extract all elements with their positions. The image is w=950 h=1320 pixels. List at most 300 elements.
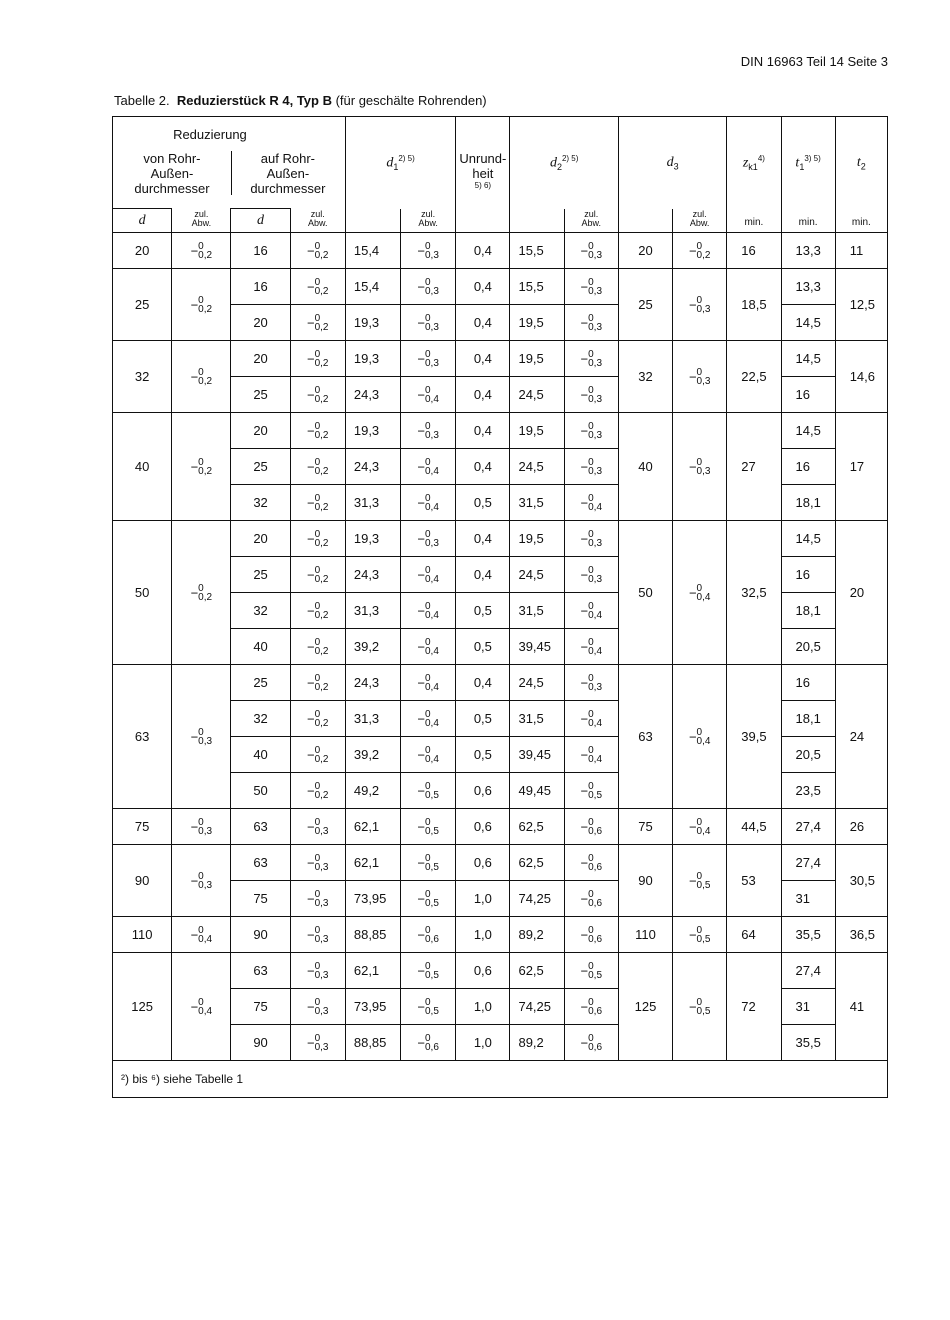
- tolerance: [307, 926, 329, 944]
- d2-tol-cell: [564, 341, 618, 377]
- d1-tol-cell: [401, 629, 456, 665]
- d2-cell: 19,5: [510, 305, 564, 341]
- minus-sign: −: [307, 1035, 315, 1050]
- tolerance-lower: 0,5: [588, 969, 603, 981]
- tolerance-upper: 0: [314, 564, 321, 576]
- tolerance-lower: 0,5: [425, 1005, 439, 1017]
- t1-cell: 16: [781, 665, 835, 701]
- tolerance-stack: [425, 818, 439, 836]
- unrundheit-cell: 0,4: [456, 305, 510, 341]
- tolerance: [689, 728, 711, 746]
- d2-tol-cell: [564, 593, 618, 629]
- tolerance-upper: 0: [314, 816, 321, 828]
- tolerance-upper: 0: [696, 816, 703, 828]
- reduzierung-group: [113, 117, 346, 209]
- minus-sign: −: [417, 639, 425, 654]
- tolerance-lower: 0,2: [314, 753, 329, 765]
- d2-tol-cell: [564, 377, 618, 413]
- tolerance-stack: [315, 422, 329, 440]
- auf-tol-cell: [290, 953, 345, 989]
- zk1-cell: 32,5: [727, 521, 781, 665]
- tolerance-upper: 0: [198, 582, 204, 594]
- tolerance-lower: 0,4: [198, 933, 213, 945]
- tolerance-stack: [198, 242, 212, 260]
- minus-sign: −: [688, 873, 697, 888]
- tolerance-lower: 0,4: [425, 681, 439, 693]
- minus-sign: −: [307, 495, 315, 510]
- minus-sign: −: [190, 819, 199, 834]
- d1-tol-cell: [401, 233, 456, 269]
- tolerance: [191, 296, 213, 314]
- tolerance-upper: 0: [314, 780, 321, 792]
- tolerance: [581, 278, 603, 296]
- d3-tol-cell: [673, 521, 727, 665]
- auf-tol-cell: [290, 341, 345, 377]
- d3-cell: 50: [618, 521, 672, 665]
- tolerance: [581, 422, 603, 440]
- d2-cell: 24,5: [510, 449, 564, 485]
- minus-sign: −: [417, 459, 425, 474]
- d3-tol-cell: [673, 665, 727, 809]
- tolerance-stack: [425, 566, 439, 584]
- table-row: [113, 413, 888, 449]
- minus-sign: −: [688, 729, 697, 744]
- tolerance: [417, 566, 439, 584]
- auf-tol-cell: [290, 413, 345, 449]
- d2-tol-cell: [564, 1025, 618, 1061]
- d2-sub: 2: [556, 161, 562, 172]
- tolerance: [191, 368, 213, 386]
- tolerance: [307, 278, 329, 296]
- tolerance-lower: 0,3: [588, 465, 603, 477]
- unrundheit-cell: 0,6: [456, 809, 510, 845]
- minus-sign: −: [688, 819, 697, 834]
- tolerance-lower: 0,4: [425, 645, 439, 657]
- d2-cell: 31,5: [510, 485, 564, 521]
- minus-sign: −: [417, 351, 425, 366]
- tolerance: [581, 962, 603, 980]
- tolerance-stack: [697, 926, 711, 944]
- tolerance-lower: 0,4: [425, 609, 439, 621]
- minus-sign: −: [580, 495, 589, 510]
- tolerance-stack: [588, 602, 602, 620]
- tolerance: [581, 530, 603, 548]
- d1-tol-cell: [401, 737, 456, 773]
- von-tol-cell: [172, 413, 231, 521]
- t1-cell: 18,1: [781, 593, 835, 629]
- tolerance: [417, 386, 439, 404]
- tolerance-lower: 0,3: [314, 1005, 329, 1017]
- tolerance-lower: 0,6: [588, 897, 603, 909]
- unrundheit-header: [456, 117, 510, 209]
- tolerance-upper: 0: [696, 870, 703, 882]
- tolerance-stack: [315, 818, 329, 836]
- minus-sign: −: [580, 639, 589, 654]
- tolerance-lower: 0,3: [314, 861, 329, 873]
- tolerance-upper: 0: [198, 924, 204, 936]
- auf-d-cell: 63: [231, 953, 290, 989]
- tolerance-lower: 0,2: [198, 249, 213, 261]
- d1-tol-cell: [401, 341, 456, 377]
- tolerance-upper: 0: [588, 744, 594, 756]
- tolerance-stack: [198, 818, 212, 836]
- minus-sign: −: [580, 567, 589, 582]
- tolerance-lower: 0,5: [696, 879, 711, 891]
- tolerance-lower: 0,4: [696, 735, 711, 747]
- tolerance-upper: 0: [588, 384, 594, 396]
- d1-cell: 39,2: [345, 629, 400, 665]
- tolerance: [417, 674, 439, 692]
- von-tol-cell: [172, 521, 231, 665]
- d1-cell: 15,4: [345, 269, 400, 305]
- von-d-cell: 20: [113, 233, 172, 269]
- tolerance-stack: [315, 674, 329, 692]
- zk1-sub: k1: [748, 161, 758, 172]
- d1-tol-cell: [401, 593, 456, 629]
- tolerance-lower: 0,3: [696, 375, 711, 387]
- tolerance-upper: 0: [696, 726, 703, 738]
- tolerance-lower: 0,2: [314, 321, 329, 333]
- minus-sign: −: [580, 279, 589, 294]
- tolerance: [417, 242, 439, 260]
- tolerance-upper: 0: [588, 780, 594, 792]
- tolerance-upper: 0: [425, 528, 431, 540]
- tolerance-upper: 0: [314, 384, 321, 396]
- tolerance: [689, 458, 711, 476]
- tolerance-lower: 0,6: [588, 861, 603, 873]
- tolerance-stack: [425, 386, 439, 404]
- minus-sign: −: [307, 927, 315, 942]
- tolerance-upper: 0: [198, 456, 204, 468]
- von-tol-cell: [172, 233, 231, 269]
- tolerance-lower: 0,2: [314, 465, 329, 477]
- tolerance-upper: 0: [425, 780, 431, 792]
- minus-sign: −: [580, 351, 589, 366]
- d2-cell: 89,2: [510, 917, 564, 953]
- tolerance: [417, 350, 439, 368]
- minus-sign: −: [580, 243, 589, 258]
- von-d-cell: 125: [113, 953, 172, 1061]
- minus-sign: −: [417, 783, 425, 798]
- tolerance: [581, 638, 603, 656]
- tolerance: [689, 998, 711, 1016]
- t1-cell: 20,5: [781, 629, 835, 665]
- tolerance-upper: 0: [588, 888, 594, 900]
- tolerance: [307, 386, 329, 404]
- tolerance-stack: [425, 422, 439, 440]
- tolerance-stack: [425, 278, 439, 296]
- table-row: [113, 269, 888, 305]
- tolerance-upper: 0: [425, 564, 431, 576]
- minus-sign: −: [307, 999, 315, 1014]
- minus-sign: −: [688, 459, 697, 474]
- tolerance: [307, 422, 329, 440]
- d1-tol-cell: [401, 665, 456, 701]
- tolerance: [307, 242, 329, 260]
- tolerance-lower: 0,3: [198, 735, 213, 747]
- unrundheit-cell: 1,0: [456, 989, 510, 1025]
- auf-tol-cell: [290, 773, 345, 809]
- tolerance-upper: 0: [588, 348, 594, 360]
- tolerance: [689, 296, 711, 314]
- d2-cell: 19,5: [510, 341, 564, 377]
- tolerance-lower: 0,2: [314, 681, 329, 693]
- unrundheit-cell: 0,6: [456, 845, 510, 881]
- d3-tol-cell: [673, 953, 727, 1061]
- minus-sign: −: [307, 387, 315, 402]
- d1-cell: 24,3: [345, 557, 400, 593]
- t1-cell: 31: [781, 989, 835, 1025]
- zk1-symbol: z: [742, 155, 749, 171]
- tolerance-lower: 0,4: [588, 645, 603, 657]
- d1-tol-cell: [401, 917, 456, 953]
- t2-cell: 14,6: [835, 341, 887, 413]
- minus-sign: −: [417, 675, 425, 690]
- tolerance-stack: [315, 314, 329, 332]
- d2-tol-cell: [564, 413, 618, 449]
- tolerance-stack: [425, 962, 439, 980]
- tolerance-upper: 0: [314, 744, 321, 756]
- unrundheit-cell: 0,5: [456, 629, 510, 665]
- tolerance: [417, 278, 439, 296]
- tolerance: [417, 926, 439, 944]
- d1-tol-cell: [401, 557, 456, 593]
- tolerance-lower: 0,2: [314, 501, 329, 513]
- minus-sign: −: [307, 315, 315, 330]
- tolerance-stack: [315, 998, 329, 1016]
- zk1-sup: 4): [757, 153, 765, 163]
- d2-cell: 39,45: [510, 629, 564, 665]
- t1-cell: 35,5: [781, 917, 835, 953]
- minus-sign: −: [580, 531, 589, 546]
- tolerance-lower: 0,4: [588, 717, 603, 729]
- min-t2: min.: [851, 217, 871, 228]
- von-tol-cell: [172, 341, 231, 413]
- table-row: [113, 917, 888, 953]
- tolerance-lower: 0,3: [588, 573, 603, 585]
- tolerance-stack: [588, 386, 602, 404]
- tolerance-stack: [697, 818, 711, 836]
- tolerance-stack: [588, 566, 602, 584]
- tolerance-upper: 0: [425, 852, 431, 864]
- t2-header: [835, 117, 887, 209]
- d1-tol-cell: [401, 413, 456, 449]
- tolerance-stack: [425, 890, 439, 908]
- t2-cell: 11: [835, 233, 887, 269]
- d2-cell: 39,45: [510, 737, 564, 773]
- tolerance-stack: [588, 458, 602, 476]
- tolerance-upper: 0: [425, 456, 431, 468]
- tolerance-stack: [198, 728, 212, 746]
- tolerance: [191, 584, 213, 602]
- tolerance-lower: 0,2: [314, 393, 329, 405]
- t2-cell: 24: [835, 665, 887, 809]
- d2-tol-cell: [564, 953, 618, 989]
- d2-cell: 19,5: [510, 521, 564, 557]
- tolerance-stack: [315, 602, 329, 620]
- minus-sign: −: [307, 855, 315, 870]
- tolerance-lower: 0,5: [425, 897, 439, 909]
- t1-cell: 23,5: [781, 773, 835, 809]
- von-tol-cell: [172, 917, 231, 953]
- tolerance: [307, 890, 329, 908]
- d1-tol-cell: [401, 521, 456, 557]
- tolerance-stack: [588, 854, 602, 872]
- d1-header: [345, 117, 455, 209]
- auf-tol-cell: [290, 449, 345, 485]
- minus-sign: −: [190, 369, 199, 384]
- d2-cell: 49,45: [510, 773, 564, 809]
- d2-header: [510, 117, 618, 209]
- tolerance-upper: 0: [314, 276, 321, 288]
- d2-tol-cell: [564, 305, 618, 341]
- t1-symbol: t: [795, 155, 800, 171]
- minus-sign: −: [307, 351, 315, 366]
- tolerance-upper: 0: [314, 1032, 321, 1044]
- tolerance: [417, 890, 439, 908]
- minus-sign: −: [688, 243, 697, 258]
- minus-sign: −: [417, 567, 425, 582]
- tolerance-lower: 0,3: [588, 393, 603, 405]
- tolerance-lower: 0,2: [314, 537, 329, 549]
- d2-tol-cell: [564, 557, 618, 593]
- tolerance: [581, 566, 603, 584]
- tolerance-stack: [315, 638, 329, 656]
- tolerance-stack: [588, 710, 602, 728]
- unrundheit-cell: 0,5: [456, 701, 510, 737]
- tolerance: [417, 602, 439, 620]
- tolerance-lower: 0,2: [696, 249, 711, 261]
- von-d-cell: 75: [113, 809, 172, 845]
- tolerance: [307, 1034, 329, 1052]
- von-tol-cell: [172, 269, 231, 341]
- reduzierung-header: Reduzierung: [173, 127, 247, 142]
- min-zk1: min.: [744, 217, 764, 228]
- tolerance: [307, 818, 329, 836]
- tolerance-upper: 0: [314, 960, 321, 972]
- minus-sign: −: [580, 855, 589, 870]
- auf-d-cell: 75: [231, 881, 290, 917]
- d1-tol-cell: [401, 485, 456, 521]
- auf-tol-cell: [290, 305, 345, 341]
- auf-d-cell: 75: [231, 989, 290, 1025]
- tolerance-upper: 0: [588, 960, 594, 972]
- tolerance-upper: 0: [425, 816, 431, 828]
- t1-header: [781, 117, 835, 209]
- tolerance-stack: [315, 782, 329, 800]
- minus-sign: −: [580, 819, 589, 834]
- auf-tol-cell: [290, 665, 345, 701]
- tolerance-stack: [315, 926, 329, 944]
- unrundheit-cell: 0,6: [456, 953, 510, 989]
- tolerance: [581, 1034, 603, 1052]
- tolerance-stack: [315, 458, 329, 476]
- auf-tol-cell: [290, 917, 345, 953]
- tolerance-upper: 0: [314, 708, 321, 720]
- unrundheit-cell: 0,4: [456, 413, 510, 449]
- d2-tol-cell: [564, 449, 618, 485]
- auf-tol-cell: [290, 809, 345, 845]
- tolerance-upper: 0: [425, 888, 431, 900]
- t1-cell: 16: [781, 557, 835, 593]
- tolerance-stack: [315, 962, 329, 980]
- minus-sign: −: [417, 747, 425, 762]
- von-tol-cell: [172, 809, 231, 845]
- tolerance: [581, 998, 603, 1016]
- unrundheit-label: Unrund- heit: [459, 151, 507, 181]
- minus-sign: −: [688, 297, 697, 312]
- tolerance: [307, 854, 329, 872]
- d3-header: [618, 117, 726, 209]
- tolerance-upper: 0: [588, 276, 594, 288]
- von-tol-cell: [172, 845, 231, 917]
- minus-sign: −: [580, 747, 589, 762]
- caption-title: Reduzierstück R 4, Typ B: [176, 93, 332, 108]
- tolerance-stack: [588, 782, 602, 800]
- minus-sign: −: [688, 999, 697, 1014]
- tolerance-upper: 0: [425, 672, 431, 684]
- d3-cell: 63: [618, 665, 672, 809]
- tolerance: [307, 566, 329, 584]
- tolerance-upper: 0: [314, 636, 321, 648]
- subheader-row: [113, 209, 888, 233]
- minus-sign: −: [417, 279, 425, 294]
- tolerance-lower: 0,4: [696, 825, 711, 837]
- minus-sign: −: [307, 423, 315, 438]
- d2-tol-cell: [564, 737, 618, 773]
- tolerance-upper: 0: [198, 816, 204, 828]
- t1-cell: 27,4: [781, 845, 835, 881]
- caption-prefix: Tabelle 2.: [114, 93, 170, 108]
- d2-cell: 15,5: [510, 233, 564, 269]
- table-row: [113, 845, 888, 881]
- tolerance-upper: 0: [425, 708, 431, 720]
- d2-cell: 24,5: [510, 377, 564, 413]
- auf-tol-cell: [290, 845, 345, 881]
- minus-sign: −: [307, 711, 315, 726]
- tolerance-stack: [315, 746, 329, 764]
- unrundheit-cell: 0,4: [456, 377, 510, 413]
- tolerance-upper: 0: [588, 420, 594, 432]
- tolerance-upper: 0: [425, 744, 431, 756]
- d3-symbol: d: [666, 154, 674, 170]
- zul-abw-von: zul. Abw.: [191, 209, 212, 228]
- tolerance-stack: [588, 314, 602, 332]
- tolerance: [581, 818, 603, 836]
- minus-sign: −: [190, 459, 199, 474]
- tolerance-upper: 0: [198, 240, 204, 252]
- d2-cell: 24,5: [510, 557, 564, 593]
- d1-cell: 62,1: [345, 953, 400, 989]
- unrundheit-cell: 0,4: [456, 269, 510, 305]
- d2-tol-cell: [564, 881, 618, 917]
- d2-tol-cell: [564, 917, 618, 953]
- d2-tol-cell: [564, 845, 618, 881]
- t2-sub: 2: [860, 161, 866, 172]
- d2-cell: 19,5: [510, 413, 564, 449]
- tolerance-lower: 0,2: [198, 303, 213, 315]
- auf-d-cell: 20: [231, 521, 290, 557]
- tolerance-upper: 0: [425, 240, 431, 252]
- tolerance: [581, 314, 603, 332]
- t1-cell: 31: [781, 881, 835, 917]
- zul-abw-d1: zul. Abw.: [418, 209, 438, 228]
- tolerance: [689, 872, 711, 890]
- footnote-row: [113, 1061, 888, 1098]
- t2-cell: 26: [835, 809, 887, 845]
- d2-cell: 74,25: [510, 989, 564, 1025]
- minus-sign: −: [417, 927, 425, 942]
